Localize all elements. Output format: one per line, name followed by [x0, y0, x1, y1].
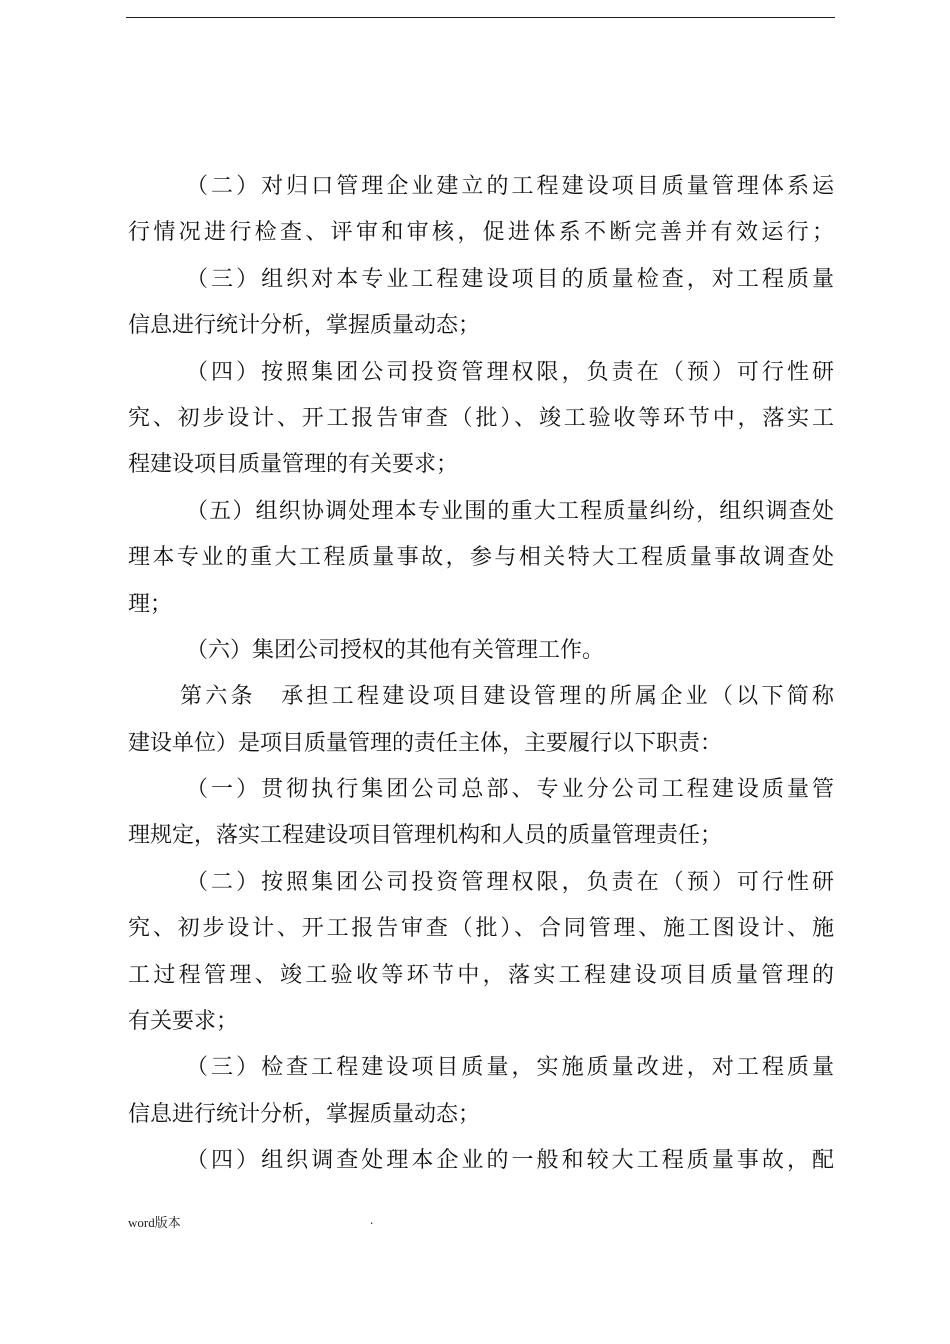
paragraph-line: （一）贯彻执行集团公司总部、专业分公司工程建设质量管 [186, 777, 834, 803]
article-heading-line: 第六条 承担工程建设项目建设管理的所属企业（以下简称 [180, 684, 834, 710]
paragraph-line: （六）集团公司授权的其他有关管理工作。 [186, 637, 605, 663]
paragraph-line: （三）检查工程建设项目质量，实施质量改进，对工程质量 [186, 1055, 834, 1081]
paragraph-line: （四）组织调查处理本企业的一般和较大工程质量事故，配 [186, 1148, 834, 1174]
paragraph-line: 程建设项目质量管理的有关要求； [128, 452, 459, 478]
document-body [128, 164, 834, 1185]
footer-label: word版本 [128, 1215, 181, 1230]
paragraph-line: （二）对归口管理企业建立的工程建设项目质量管理体系运 [186, 174, 834, 199]
paragraph-line: 建设单位）是项目质量管理的责任主体，主要履行以下职责： [128, 730, 723, 756]
paragraph-line: （四）按照集团公司投资管理权限，负责在（预）可行性研 [186, 359, 834, 385]
paragraph-line: 有关要求； [128, 1009, 239, 1035]
footer-dot: . [370, 1212, 374, 1227]
paragraph-line: 理规定，落实工程建设项目管理机构和人员的质量管理责任； [128, 823, 723, 849]
header-rule [126, 17, 835, 18]
paragraph-line: （五）组织协调处理本专业围的重大工程质量纠纷，组织调查处 [186, 498, 834, 524]
paragraph-line: 信息进行统计分析，掌握质量动态； [128, 1101, 481, 1127]
paragraph-line: 究、初步设计、开工报告审查（批）、竣工验收等环节中，落实工 [128, 405, 834, 431]
paragraph-line: 行情况进行检查、评审和审核，促进体系不断完善并有效运行； [128, 220, 834, 246]
paragraph-line: （二）按照集团公司投资管理权限，负责在（预）可行性研 [186, 869, 834, 895]
paragraph-line: 究、初步设计、开工报告审查（批）、合同管理、施工图设计、施 [128, 916, 834, 942]
paragraph-line: 理； [128, 591, 173, 617]
paragraph-line: 理本专业的重大工程质量事故，参与相关特大工程质量事故调查处 [128, 545, 834, 571]
paragraph-line: 信息进行统计分析，掌握质量动态； [128, 313, 481, 339]
paragraph-line: 工过程管理、竣工验收等环节中，落实工程建设项目质量管理的 [128, 962, 834, 988]
paragraph-line: （三）组织对本专业工程建设项目的质量检查，对工程质量 [186, 266, 834, 292]
